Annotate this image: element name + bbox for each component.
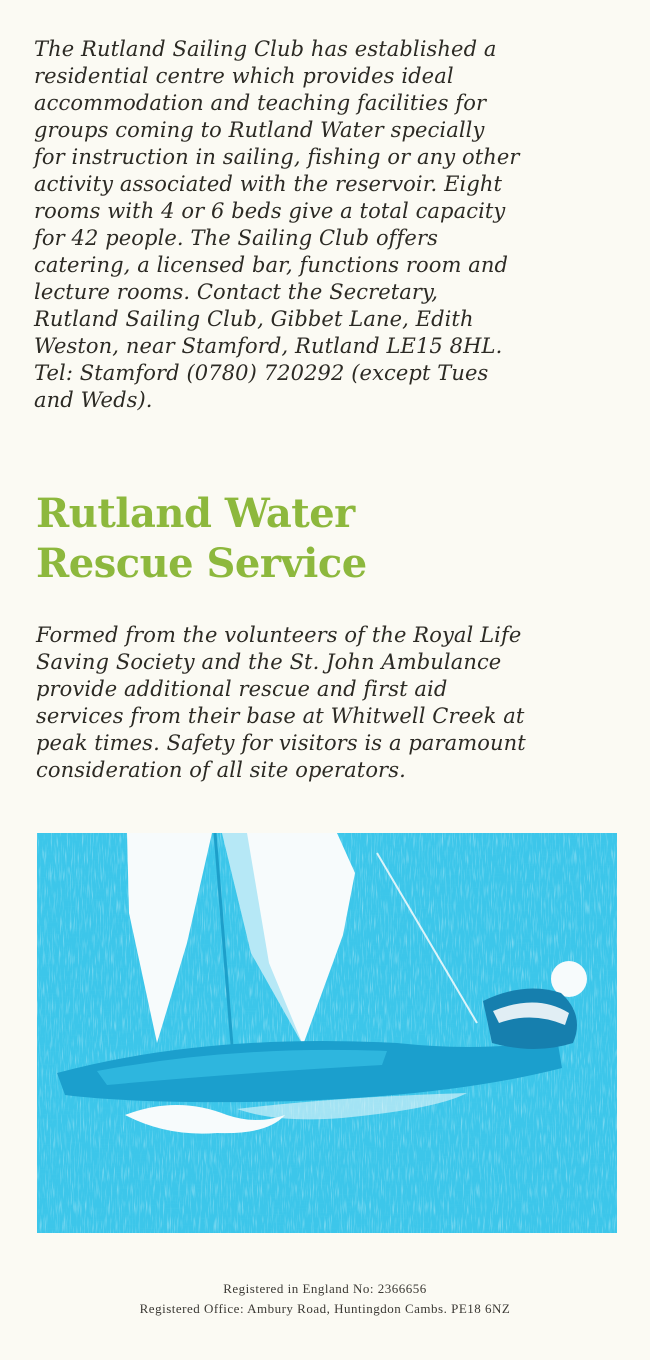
- sailing-dinghy-photo: [37, 833, 617, 1233]
- paragraph-line: Weston, near Stamford, Rutland LE15 8HL.: [34, 334, 503, 358]
- rescue-service-heading: [36, 489, 367, 589]
- paragraph-line: for 42 people. The Sailing Club offers: [34, 226, 438, 250]
- paragraph-line: peak times. Safety for visitors is a paramount: [36, 731, 526, 755]
- paragraph-line: Formed from the volunteers of the Royal Life: [36, 623, 522, 647]
- paragraph-line: Tel: Stamford (0780) 720292 (except Tues: [34, 361, 489, 385]
- registration-number: Registered in England No: 2366656: [223, 1281, 427, 1296]
- paragraph-line: rooms with 4 or 6 beds give a total capacity: [34, 199, 506, 223]
- paragraph-line: lecture rooms. Contact the Secretary,: [34, 280, 439, 304]
- paragraph-line: catering, a licensed bar, functions room and: [34, 253, 509, 277]
- paragraph-line: residential centre which provides ideal: [34, 64, 454, 88]
- paragraph-line: provide additional rescue and first aid: [36, 677, 448, 701]
- paragraph-line: for instruction in sailing, fishing or any other: [34, 145, 520, 169]
- heading-line-1: Rutland Water: [36, 490, 355, 537]
- sailor-head: [551, 961, 587, 997]
- dinghy-illustration: [37, 833, 617, 1233]
- paragraph-line: Rutland Sailing Club, Gibbet Lane, Edith: [34, 307, 474, 331]
- paragraph-line: The Rutland Sailing Club has established a: [34, 37, 497, 61]
- registered-office: Registered Office: Ambury Road, Huntingdon Cambs. PE18 6NZ: [139, 1301, 511, 1316]
- paragraph-line: activity associated with the reservoir. Eight: [34, 172, 503, 196]
- paragraph-line: consideration of all site operators.: [36, 758, 406, 782]
- sailing-club-paragraph: [34, 36, 624, 414]
- paragraph-line: accommodation and teaching facilities for: [34, 91, 487, 115]
- heading-line-2: Rescue Service: [36, 540, 367, 587]
- paragraph-line: Saving Society and the St. John Ambulance: [36, 650, 502, 674]
- rescue-service-paragraph: [36, 622, 626, 784]
- paragraph-line: services from their base at Whitwell Creek at: [36, 704, 525, 728]
- paragraph-line: and Weds).: [34, 388, 153, 412]
- paragraph-line: groups coming to Rutland Water specially: [34, 118, 485, 142]
